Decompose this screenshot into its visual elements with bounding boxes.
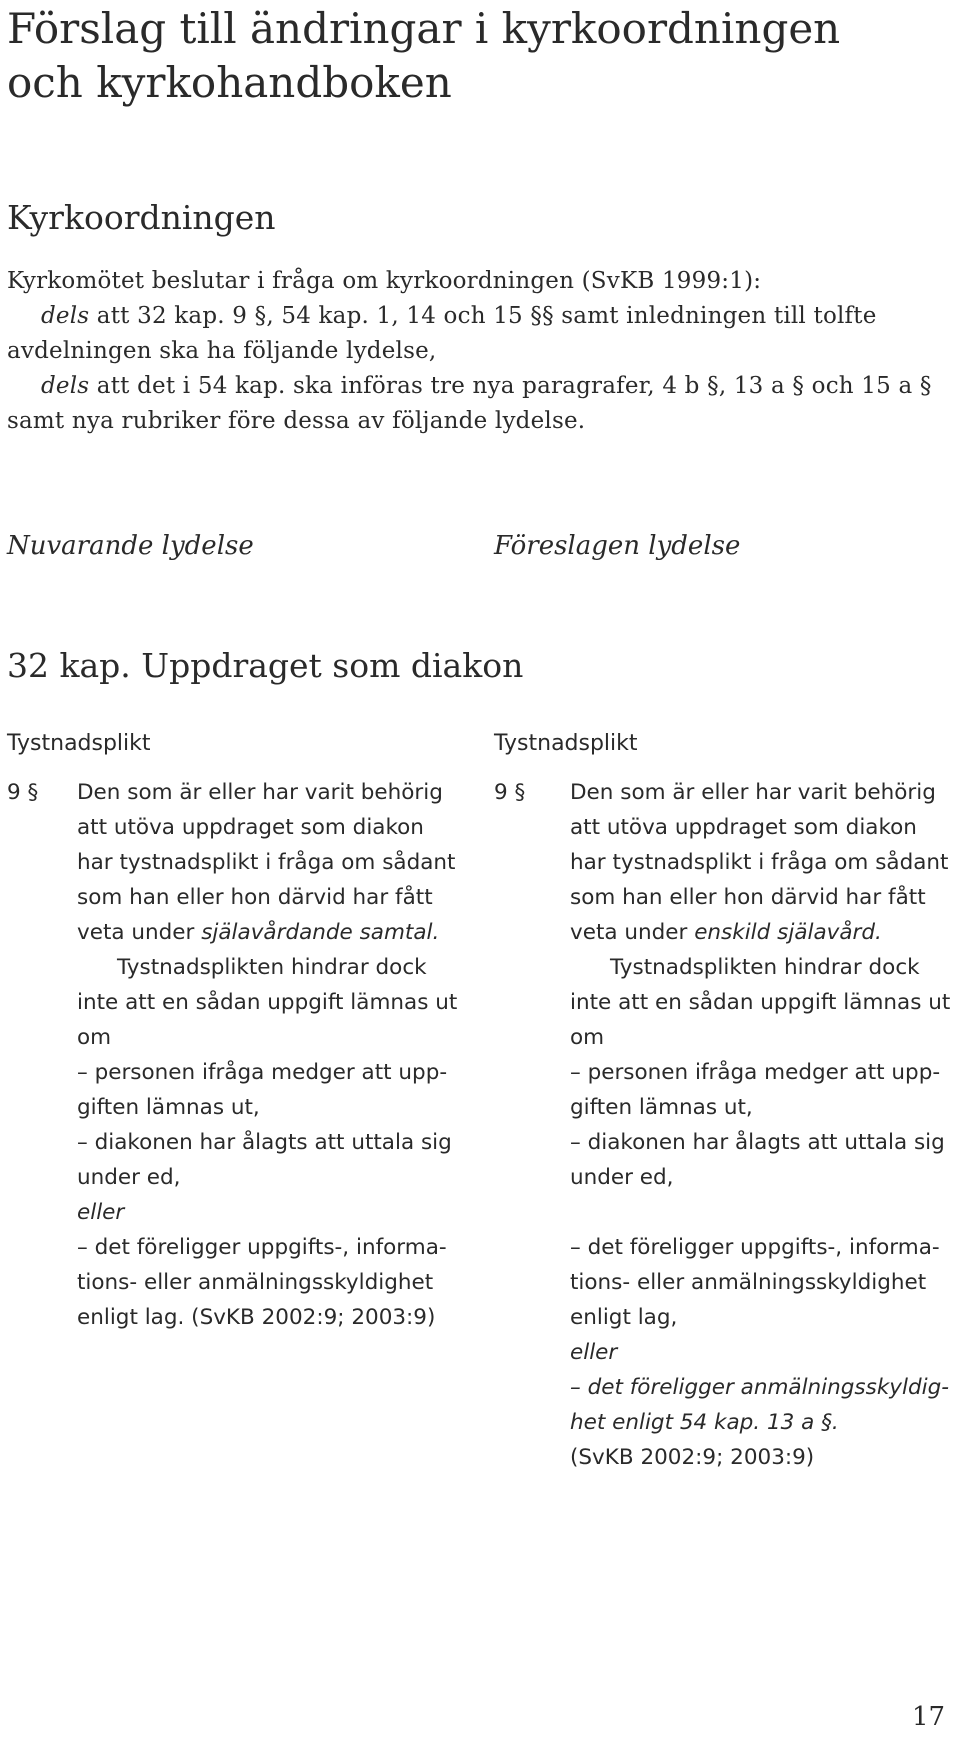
right-line: giften lämnas ut,	[570, 1095, 753, 1120]
left-line: Tystnadsplikten hindrar dock	[117, 955, 427, 980]
section-heading: Kyrkoordningen	[7, 198, 276, 237]
left-line	[77, 1195, 457, 1230]
right-line	[570, 1370, 950, 1405]
column-header-proposed: Föreslagen lydelse	[494, 531, 741, 561]
left-line: som han eller hon därvid har fått	[77, 885, 433, 910]
chapter-heading: 32 kap. Uppdraget som diakon	[7, 646, 524, 685]
right-paragraph-text	[570, 775, 950, 1475]
right-line: – det föreligger uppgifts-, informa-	[570, 1235, 940, 1260]
left-line: Den som är eller har varit behörig	[77, 780, 443, 805]
right-line: om	[570, 1025, 605, 1050]
intro-line-2-text: att 32 kap. 9 §, 54 kap. 1, 14 och 15 §§ samt inledningen till tolfte	[89, 303, 877, 329]
intro-dels-1: dels	[41, 303, 90, 329]
right-line: som han eller hon därvid har fått	[570, 885, 926, 910]
left-subheading: Tystnadsplikt	[7, 731, 151, 756]
left-line: att utöva uppdraget som diakon	[77, 815, 424, 840]
intro-line-2	[7, 299, 932, 334]
right-line: inte att en sådan uppgift lämnas ut	[570, 990, 951, 1015]
right-paragraph-number: 9 §	[494, 780, 526, 805]
left-line-5-text: veta under	[77, 920, 202, 945]
right-line-eller: eller	[570, 1340, 618, 1365]
right-line-new-2: het enligt 54 kap. 13 a §.	[570, 1410, 839, 1435]
column-header-current: Nuvarande lydelse	[7, 531, 254, 561]
left-line-5-italic: själavårdande samtal.	[201, 920, 440, 945]
right-blank-line	[570, 1195, 950, 1230]
left-line: under ed,	[77, 1165, 181, 1190]
intro-paragraph	[7, 264, 932, 439]
right-line: Den som är eller har varit behörig	[570, 780, 936, 805]
intro-line-3: avdelningen ska ha följande lydelse,	[7, 338, 437, 364]
left-paragraph-text	[77, 775, 457, 1335]
right-line: (SvKB 2002:9; 2003:9)	[570, 1445, 815, 1470]
intro-line-4	[7, 369, 932, 404]
left-line: har tystnadsplikt i fråga om sådant	[77, 850, 456, 875]
intro-line-5: samt nya rubriker före dessa av följande lydelse.	[7, 408, 586, 434]
right-line: under ed,	[570, 1165, 674, 1190]
left-line: – personen ifråga medger att upp-	[77, 1060, 448, 1085]
left-line: om	[77, 1025, 112, 1050]
left-line: giften lämnas ut,	[77, 1095, 260, 1120]
right-line-new-1: – det föreligger anmälningsskyldig-	[570, 1375, 950, 1400]
left-paragraph-number: 9 §	[7, 780, 39, 805]
right-subheading: Tystnadsplikt	[494, 731, 638, 756]
title-line-1: Förslag till ändringar i kyrkoordningen	[7, 4, 841, 53]
left-line: tions- eller anmälningsskyldighet	[77, 1270, 434, 1295]
right-line	[570, 1335, 950, 1370]
title-line-2: och kyrkohandboken	[7, 58, 452, 107]
left-line	[77, 915, 457, 950]
right-line: – personen ifråga medger att upp-	[570, 1060, 941, 1085]
left-line: enligt lag. (SvKB 2002:9; 2003:9)	[77, 1305, 436, 1330]
right-line: – diakonen har ålagts att uttala sig	[570, 1130, 945, 1155]
intro-dels-2: dels	[41, 373, 90, 399]
right-line-5-text: veta under	[570, 920, 695, 945]
right-line-5-italic: enskild själavård.	[694, 920, 882, 945]
left-line: – det föreligger uppgifts-, informa-	[77, 1235, 447, 1260]
page-number: 17	[912, 1702, 946, 1732]
right-line	[570, 1405, 950, 1440]
right-line: har tystnadsplikt i fråga om sådant	[570, 850, 949, 875]
left-line-eller: eller	[77, 1200, 125, 1225]
document-title	[7, 2, 840, 110]
right-line: att utöva uppdraget som diakon	[570, 815, 917, 840]
left-line: inte att en sådan uppgift lämnas ut	[77, 990, 458, 1015]
intro-line-4-text: att det i 54 kap. ska införas tre nya paragrafer, 4 b §, 13 a § och 15 a §	[89, 373, 932, 399]
left-line: – diakonen har ålagts att uttala sig	[77, 1130, 452, 1155]
right-line: tions- eller anmälningsskyldighet	[570, 1270, 927, 1295]
intro-line-1: Kyrkomötet beslutar i fråga om kyrkoordningen (SvKB 1999:1):	[7, 268, 762, 294]
right-line: enligt lag,	[570, 1305, 678, 1330]
right-line: Tystnadsplikten hindrar dock	[610, 955, 920, 980]
right-line	[570, 915, 950, 950]
